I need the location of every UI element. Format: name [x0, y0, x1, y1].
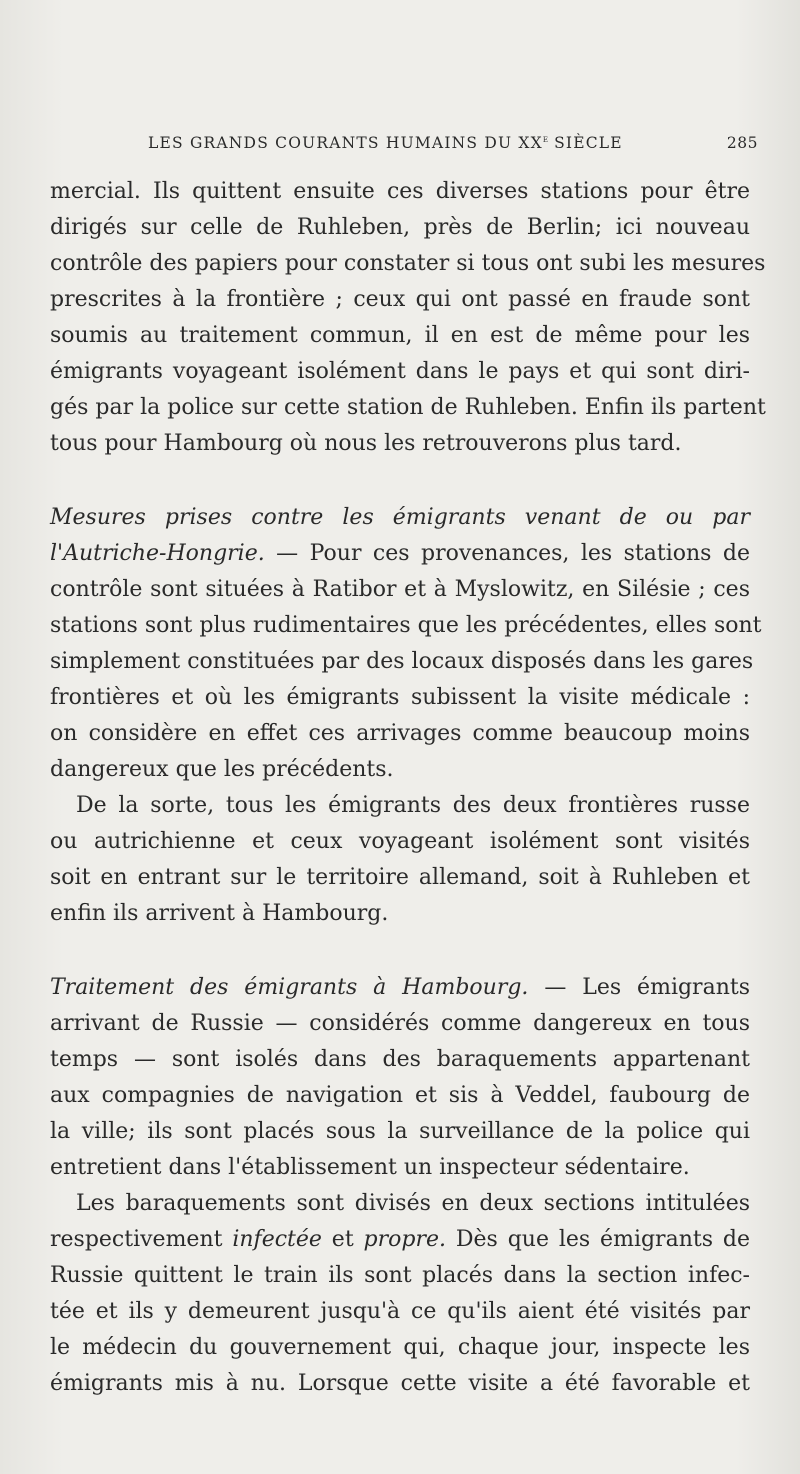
text-line: contrôle des papiers pour constater si tous ont subi les mesures [50, 251, 766, 276]
section-heading: Mesures prises contre les émigrants venant de ou par [50, 505, 750, 530]
text-line: ou autrichienne et ceux voyageant isolément sont visités [50, 829, 750, 854]
text-line: tous pour Hambourg où nous les retrouverons plus tard. [50, 431, 682, 456]
section-heading-line [50, 500, 750, 536]
text-line: soumis au traitement commun, il en est de même pour les [50, 323, 750, 348]
text-line: on considère en effet ces arrivages comme beaucoup moins [50, 721, 750, 746]
text-line: temps — sont isolés dans des baraquements appartenant [50, 1047, 750, 1072]
paragraph-de-la-sorte [50, 788, 750, 932]
text-line: enfin ils arrivent à Hambourg. [50, 901, 389, 926]
text-line: le médecin du gouvernement qui, chaque jour, inspecte les [50, 1335, 750, 1360]
paragraph-continuation [50, 174, 766, 462]
text-line: De la sorte, tous les émigrants des deux frontières russe [76, 793, 750, 818]
text-line: frontières et où les émigrants subissent la visite médicale : [50, 685, 750, 710]
text-line [50, 970, 750, 1006]
running-title-superscript: e [542, 134, 548, 145]
text-line: la ville; ils sont placés sous la surveillance de la police qui [50, 1119, 750, 1144]
text-line: soit en entrant sur le territoire allemand, soit à Ruhleben et [50, 865, 750, 890]
section-gap [50, 932, 750, 970]
section-heading: Traitement des émigrants à Hambourg. [50, 975, 529, 1000]
text-line: contrôle sont situées à Ratibor et à Myslowitz, en Silésie ; ces [50, 577, 750, 602]
heading-followup-text: — Pour ces provenances, les stations de [264, 541, 750, 566]
text-line: prescrites à la frontière ; ceux qui ont passé en fraude sont [50, 287, 750, 312]
emphasis-propre: propre. [363, 1227, 446, 1252]
text-line: tée et ils y demeurent jusqu'à ce qu'ils aient été visités par [50, 1299, 750, 1324]
emphasis-infectee: infectée [232, 1227, 322, 1252]
running-header [148, 134, 758, 152]
text-segment: Dès que les émigrants de [446, 1227, 750, 1252]
running-title [148, 134, 623, 152]
text-line: simplement constituées par des locaux disposés dans les gares [50, 649, 754, 674]
text-line [50, 536, 750, 572]
text-line [50, 1222, 750, 1258]
text-line: arrivant de Russie — considérés comme dangereux en tous [50, 1011, 750, 1036]
text-segment: et [321, 1227, 364, 1252]
page-number: 285 [726, 134, 758, 152]
text-segment: respectivement [50, 1227, 233, 1252]
text-line: dangereux que les précédents. [50, 757, 394, 782]
text-line: Les baraquements sont divisés en deux sections intitulées [76, 1191, 750, 1216]
text-line: Russie quittent le train ils sont placés dans la section infec- [50, 1263, 750, 1288]
text-line: entretient dans l'établissement un inspecteur sédentaire. [50, 1155, 690, 1180]
text-line: mercial. Ils quittent ensuite ces diverses stations pour être [50, 179, 750, 204]
text-line: dirigés sur celle de Ruhleben, près de Berlin; ici nouveau [50, 215, 750, 240]
section-hamburg [50, 970, 750, 1186]
heading-followup-text: — Les émigrants [528, 975, 750, 1000]
text-line: stations sont plus rudimentaires que les précédentes, elles sont [50, 613, 762, 638]
paragraph-baraquements [50, 1186, 750, 1402]
section-heading-end: l'Autriche-Hongrie. [50, 541, 265, 566]
running-title-end: SIÈCLE [547, 134, 623, 152]
text-line: émigrants voyageant isolément dans le pays et qui sont diri- [50, 359, 750, 384]
running-title-main: LES GRANDS COURANTS HUMAINS DU XX [148, 134, 543, 152]
section-austria-hungary [50, 500, 762, 788]
text-line: émigrants mis à nu. Lorsque cette visite a été favorable et [50, 1371, 750, 1396]
section-gap [50, 462, 750, 500]
text-line: aux compagnies de navigation et sis à Veddel, faubourg de [50, 1083, 750, 1108]
page-body [50, 174, 766, 1402]
text-line: gés par la police sur cette station de Ruhleben. Enfin ils partent [50, 395, 766, 420]
